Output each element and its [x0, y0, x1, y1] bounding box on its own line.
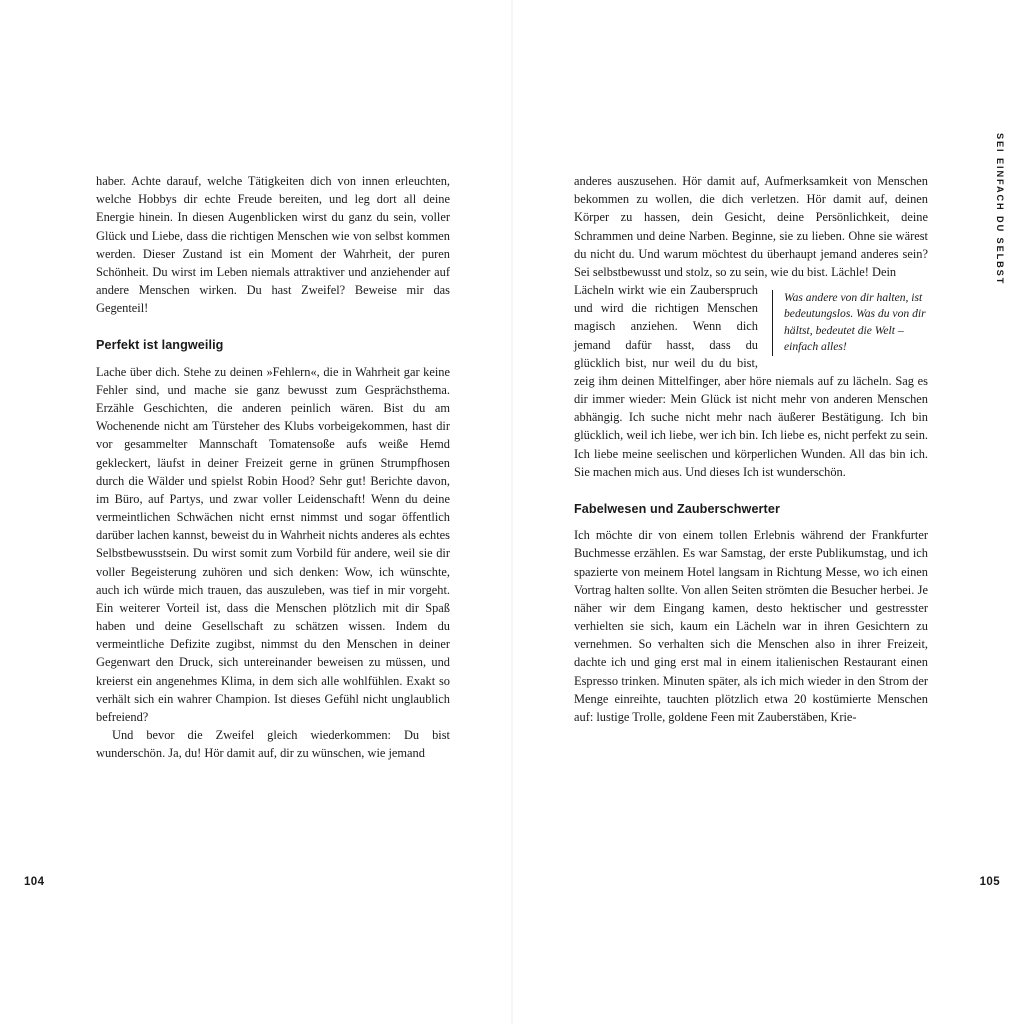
right-page-section-heading: Fabelwesen und Zauberschwerter — [574, 501, 780, 516]
right-page — [512, 0, 1024, 1024]
right-page-paragraph-after-quote: Lächeln wirkt wie ein Zauberspruch und wird die richtigen Menschen magisch anziehen. Wenn dich jemand dafür hasst, dass du glücklich bist, nur weil du du bist, zeig ihm deinen Mittelfinger, aber höre niemals auf zu lächeln. Sag es dir immer wieder: Mein Glück ist nicht mehr von anderen Menschen abhängig. Ich suche nicht mehr nach äußerer Bestätigung. Ich bin glücklich, weil ich liebe, wer ich bin. Ich liebe es, nicht perfekt zu sein. Ich liebe meine seelischen und körperlichen Wunden. All das bin ich. Sie machen mich aus. Und dieses Ich ist wunderschön. — [574, 283, 928, 479]
right-page-paragraph-before-quote: anderes auszusehen. Hör damit auf, Aufmerksamkeit von Menschen bekommen zu wollen, die dich verletzen. Hör damit auf, deinen Körper zu hassen, dein Gesicht, deine Persönlichkeit, deine Schrammen und deine Narben. Beginne, sie zu lieben. Ohne sie wärest du nicht du. Und warum möchtest du überhaupt jemand anderes sein? Sei selbstbewusst und stolz, so zu sein, wie du bist. Lächle! Dein — [574, 174, 928, 279]
left-page-body-paragraph: Lache über dich. Stehe zu deinen »Fehlern«, die in Wahrheit gar keine Fehler sind, und mache sie ganz bewusst zum Gesprächsthema. Erzähle Geschichten, die anderen peinlich wären. Bist du am Wochenende nicht am Türsteher des Klubs vorbeigekommen, hast dir vor gesammelter Mannschaft Tomatensoße aufs weiße Hemd gekleckert, läufst in deiner Freizeit gerne in grünen Strumpfhosen durch die Wälder und spielst Robin Hood? Sehr gut! Berichte davon, im Büro, auf Partys, und zwar voller Leidenschaft! Wenn du deine vermeintlichen Schwächen nicht ernst nimmst und sogar öffentlich darüber lachen kannst, beweist du in Wahrheit nichts anderes als echtes Selbstbewusstsein. Du wirst somit zum Vorbild für andere, weil sie dir voller Begeisterung zuhören und sich denken: Wow, ich wünschte, auch ich würde mich trauen, das auszuleben, was tief in mir vorgeht. Ein weiterer Vorteil ist, dass die Menschen plötzlich mit dir Spaß haben und deine Gesellschaft zu schätzen wissen. Indem du vermeintliche Defizite zugibst, nimmst du den Menschen in deiner Gegenwart den Druck, sich untereinander beweisen zu müssen, und kreierst ein angenehmes Klima, in dem sich alle wohlfühlen. Exakt so verhält sich ein wahrer Champion. Ist dieses Gefühl nicht unglaublich befreiend? — [96, 364, 450, 724]
left-page-body-paragraph-indented: Und bevor die Zweifel gleich wiederkommen: Du bist wunderschön. Ja, du! Hör damit auf, dir zu wünschen, wie jemand — [96, 728, 450, 761]
left-page-text-column — [96, 172, 450, 763]
right-page-body-paragraph: Ich möchte dir von einem tollen Erlebnis während der Frankfurter Buchmesse erzählen. Es war Samstag, der erste Publikumstag, und ich spazierte von meinem Hotel langsam in Richtung Messe, wo ich einen Vortrag halten sollte. Von allen Seiten strömten die Besucher herbei. Je näher wir dem Eingang kamen, desto hektischer und gestresster verhielten sie sich, kaum ein Lächeln war in ihren Gesichtern zu vernehmen. So verhalten sich die Menschen also in ihrer Freizeit, dachte ich und ging erst mal in einem italienischen Restaurant einen Espresso trinken. Minuten später, als ich mich wieder in den Strom der Menge einreihte, tauchten plötzlich etwa 20 kostümierte Menschen auf: lustige Trolle, goldene Feen mit Zauberstäben, Krie- — [574, 528, 928, 724]
page-number-right: 105 — [979, 876, 1000, 888]
running-head: SEI EINFACH DU SELBST — [995, 133, 1005, 286]
pull-quote — [772, 290, 928, 356]
right-page-text-column — [574, 172, 928, 726]
pull-quote-text: Was andere von dir halten, ist bedeutungslos. Was du von dir hältst, bedeutet die Welt – einfach alles! — [784, 291, 926, 354]
left-page-section-heading: Perfekt ist langweilig — [96, 338, 224, 353]
left-page-continuation-paragraph: haber. Achte darauf, welche Tätigkeiten dich von innen erleuchten, welche Hobbys dir echte Freude bereiten, und leg dort all deine Energie hinein. In diesen Augenblicken wirst du ganz du sein, voller Glück und Liebe, dass die richtigen Menschen wie von selbst kommen werden. Dieser Zustand ist ein Moment der Wahrheit, der puren Schönheit. Du wirst im Leben niemals attraktiver und anziehender auf andere Menschen wirken. Du hast Zweifel? Beweise mir das Gegenteil! — [96, 174, 450, 316]
page-number-left: 104 — [24, 876, 45, 888]
